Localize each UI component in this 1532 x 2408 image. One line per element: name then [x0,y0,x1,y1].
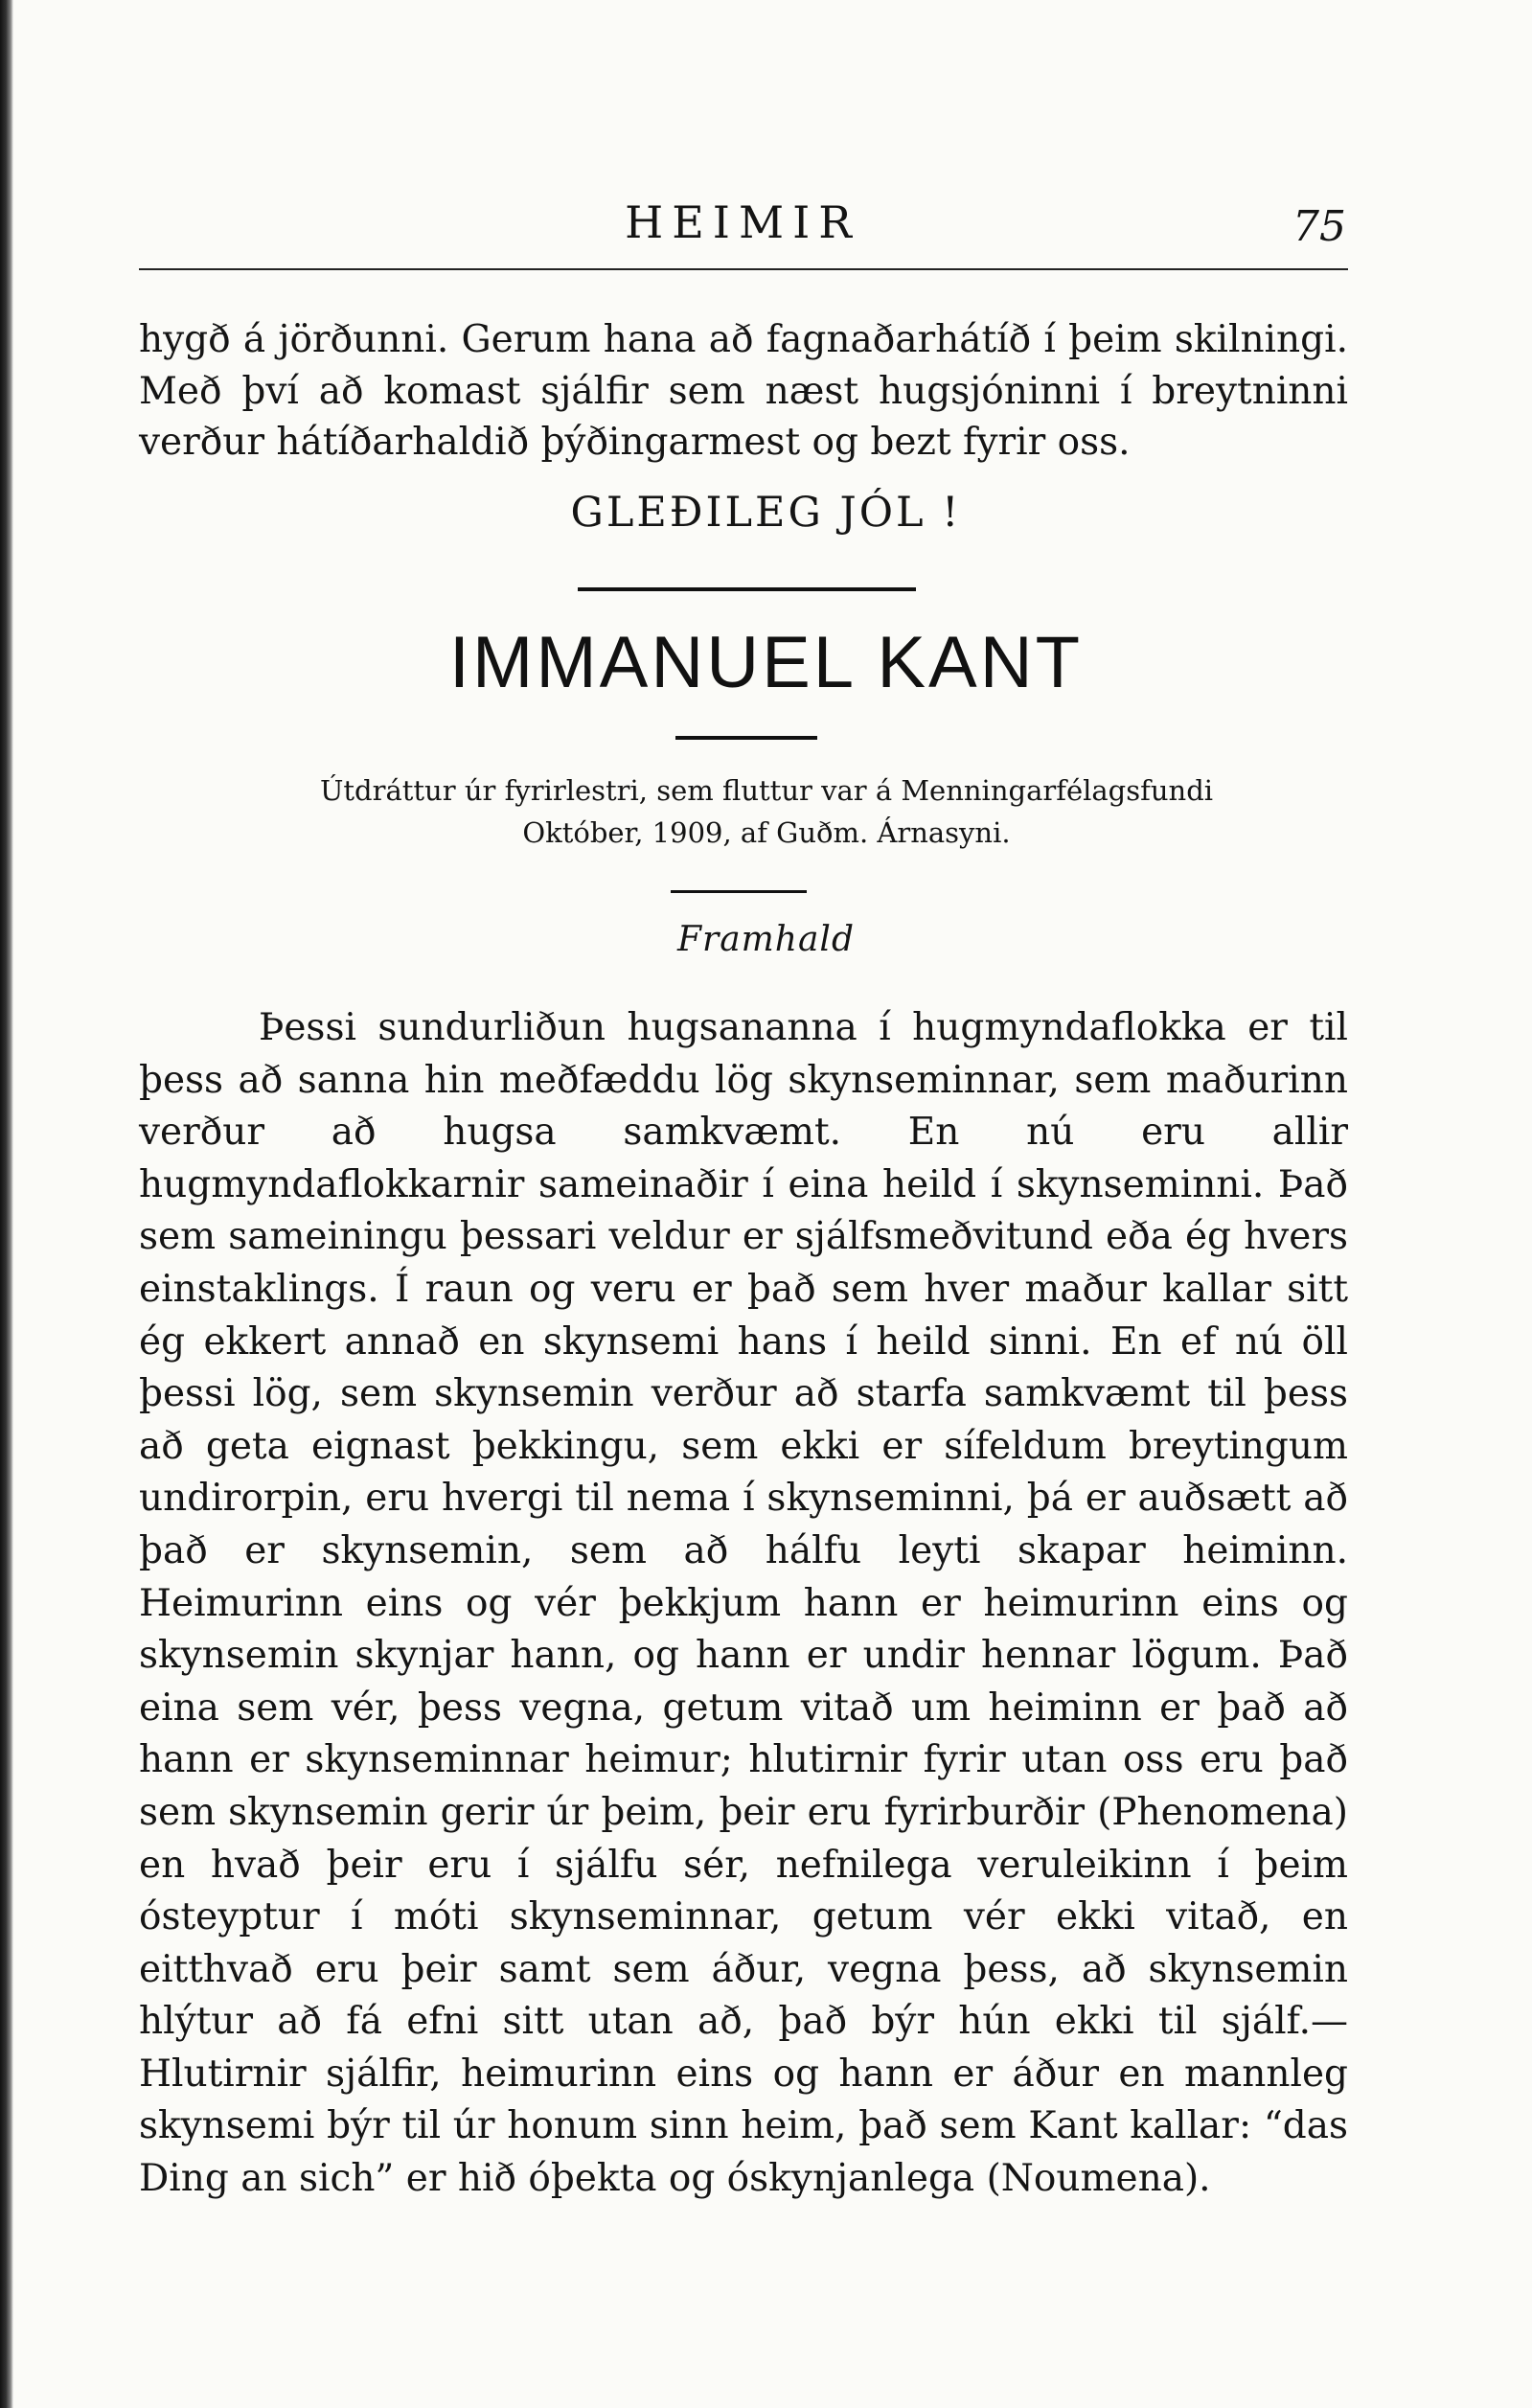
header-rule [139,268,1348,270]
subtitle-line-1: Útdráttur úr fyrirlestri, sem fluttur var á Menningarfélagsfundi [319,774,1214,807]
running-head [139,196,1346,254]
journal-title: HEIMIR [625,196,860,248]
section-divider [578,587,916,591]
article-title: IMMANUEL KANT [448,622,1084,703]
greeting: GLEÐILEG JÓL ! [570,489,962,537]
article-subtitle [187,769,1346,854]
subtitle-divider [671,890,807,893]
article-body-paragraph: Þessi sundurliðun hugsananna í hugmyndaflokka er til þess að sanna hin meðfæddu lög skynseminnar, sem maðurinn verður að hugsa samkvæmt. En nú eru allir hugmyndaflokkarnir sameinaðir í eina heild í skynseminni. Það sem sameiningu þessari veldur er sjálfsmeðvitund eða ég hvers einstaklings. Í raun og veru er það sem hver maður kallar sitt ég ekkert annað en skynsemi hans í heild sinni. En ef nú öll þessi lög, sem skynsemin verður að starfa samkvæmt til þess að geta eignast þekkingu, sem ekki er sífeldum breytingum undirorpin, eru hvergi til nema í skynseminni, þá er auðsætt að það er skynsemin, sem að hálfu leyti skapar heiminn. Heimurinn eins og vér þekkjum hann er heimurinn eins og skynsemin skynjar hann, og hann er undir hennar lögum. Það eina sem vér, þess vegna, getum vitað um heiminn er það að hann er skynseminnar heimur; hlutirnir fyrir utan oss eru það sem skynsemin gerir úr þeim, þeir eru fyrirburðir (Phenomena) en hvað þeir eru í sjálfu sér, nefnilega veruleikinn í þeim ósteyptur í móti skynseminnar, getum vér ekki vitað, en eitthvað eru þeir samt sem áður, vegna þess, að skynsemin hlýtur að fá efni sitt utan að, það býr hún ekki til sjálf.—Hlutirnir sjálfir, heimurinn eins og hann er áður en mannleg skynsemi býr til úr honum sinn heim, það sem Kant kallar: “das Ding an sich” er hið óþekta og óskynjanlega (Noumena). [139,1006,1348,2201]
title-underline [675,736,817,740]
subtitle-line-2: Október, 1909, af Guðm. Árnasyni. [522,816,1011,849]
page-number: 75 [1292,202,1346,251]
continued-label: Framhald [677,920,855,959]
carryover-paragraph: hygð á jörðunni. Gerum hana að fagnaðarhátíð í þeim skilningi. Með því að komast sjálfir sem næst hugsjóninni í breytninni verður hátíðarhaldið þýðingarmest og bezt fyrir oss. [139,318,1348,464]
